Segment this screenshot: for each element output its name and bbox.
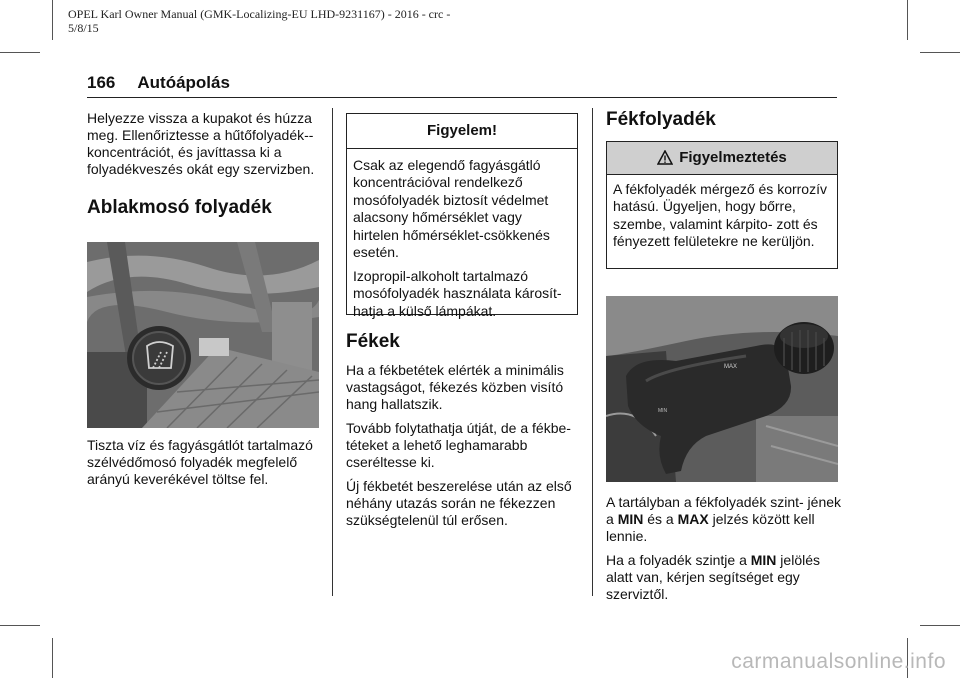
brakes-paragraph-3: Új fékbetét beszerelése után az első néhány utazás során ne fékezzen szükségtelenül túl erősen. [346,478,572,528]
brakes-paragraph-1: Ha a fékbetétek elérték a minimális vastagságot, fékezés közben visító hang hallatszik. [346,362,564,412]
washer-reservoir-photo [87,242,319,428]
brake-fluid-paragraph-1 [606,494,842,545]
warning-text: A fékfolyadék mérgező és korrozív hatású. Ügyeljen, hogy bőrre, szembe, valamint kárpito- zott és fényezett felületekre ne kerüljön. [613,180,827,249]
crop-mark [0,625,40,626]
warning-box [606,141,838,269]
column-separator [332,108,333,596]
crop-mark [0,52,40,53]
washer-fluid-heading: Ablakmosó folyadék [87,197,272,218]
caution-paragraph-2: Izopropil-alkoholt tartalmazó mosófolyadék használata károsít- hatja a külső lámpákat. [353,267,562,319]
brake-fluid-text-d: Ha a folyadék szintje a [606,552,751,568]
coolant-intro-paragraph: Helyezze vissza a kupakot és húzza meg. Ellenőriztesse a hűtőfolyadék-- koncentrációt, és javíttassa ki a folyadékveszés okát egy szervizben. [87,110,315,177]
column-1 [87,110,322,220]
brakes-heading: Fékek [346,331,400,352]
brake-fluid-text-b: és a [643,511,678,527]
brake-fluid-text-e: jelölés alatt van, kérjen segítséget egy szerviztől. [606,552,821,602]
section-title: Autóápolás [137,73,230,92]
print-metadata-line1: OPEL Karl Owner Manual (GMK-Localizing-EU LHD-9231167) - 2016 - crc - [68,7,451,21]
min-label: MIN [658,408,668,414]
brake-fluid-text-a: A tartályban a fékfolyadék szint- jének a [606,494,842,527]
column-2 [346,330,582,536]
caution-box [346,113,578,319]
crop-mark [920,52,960,53]
min-marker-text: MIN [750,552,777,568]
page-heading [87,73,230,93]
min-marker-text: MIN [617,511,644,527]
crop-mark [920,625,960,626]
warning-title: Figyelmeztetés [679,149,787,166]
print-metadata-line2: 5/8/15 [68,21,99,35]
crop-mark [52,638,53,678]
warning-triangle-icon [657,150,673,166]
column-1-caption [87,437,327,495]
max-marker-text: MAX [677,511,709,527]
column-3-heading-wrap [606,108,842,132]
column-separator [592,108,593,596]
column-3 [606,494,842,610]
brake-fluid-paragraph-2 [606,552,842,603]
brake-fluid-reservoir-photo [606,296,838,482]
header-rule [87,97,837,98]
caution-paragraph-1: Csak az elegendő fagyásgátló koncentrációval rendelkező mosófolyadék biztosít védelmet alacsony hőmérséklet vagy hirtelen hőmérséklet-csökkenés esetén. [353,156,550,260]
brake-fluid-text-c: jelzés között kell lennie. [606,511,815,544]
washer-fluid-caption: Tiszta víz és fagyásgátlót tartalmazó szélvédőmosó folyadék megfelelő arányú keverékével töltse fel. [87,437,313,487]
brakes-paragraph-2: Tovább folytathatja útját, de a fékbe- téteket a lehető leghamarabb cseréltesse ki. [346,420,571,470]
crop-mark [52,0,53,40]
page-number: 166 [87,73,116,92]
max-label: MAX [724,364,738,370]
print-metadata [68,7,568,35]
brake-fluid-heading: Fékfolyadék [606,109,716,130]
crop-mark [907,0,908,40]
warning-title-bar [607,142,837,175]
watermark: carmanualsonline.info [731,650,946,673]
caution-title: Figyelem! [347,114,577,149]
